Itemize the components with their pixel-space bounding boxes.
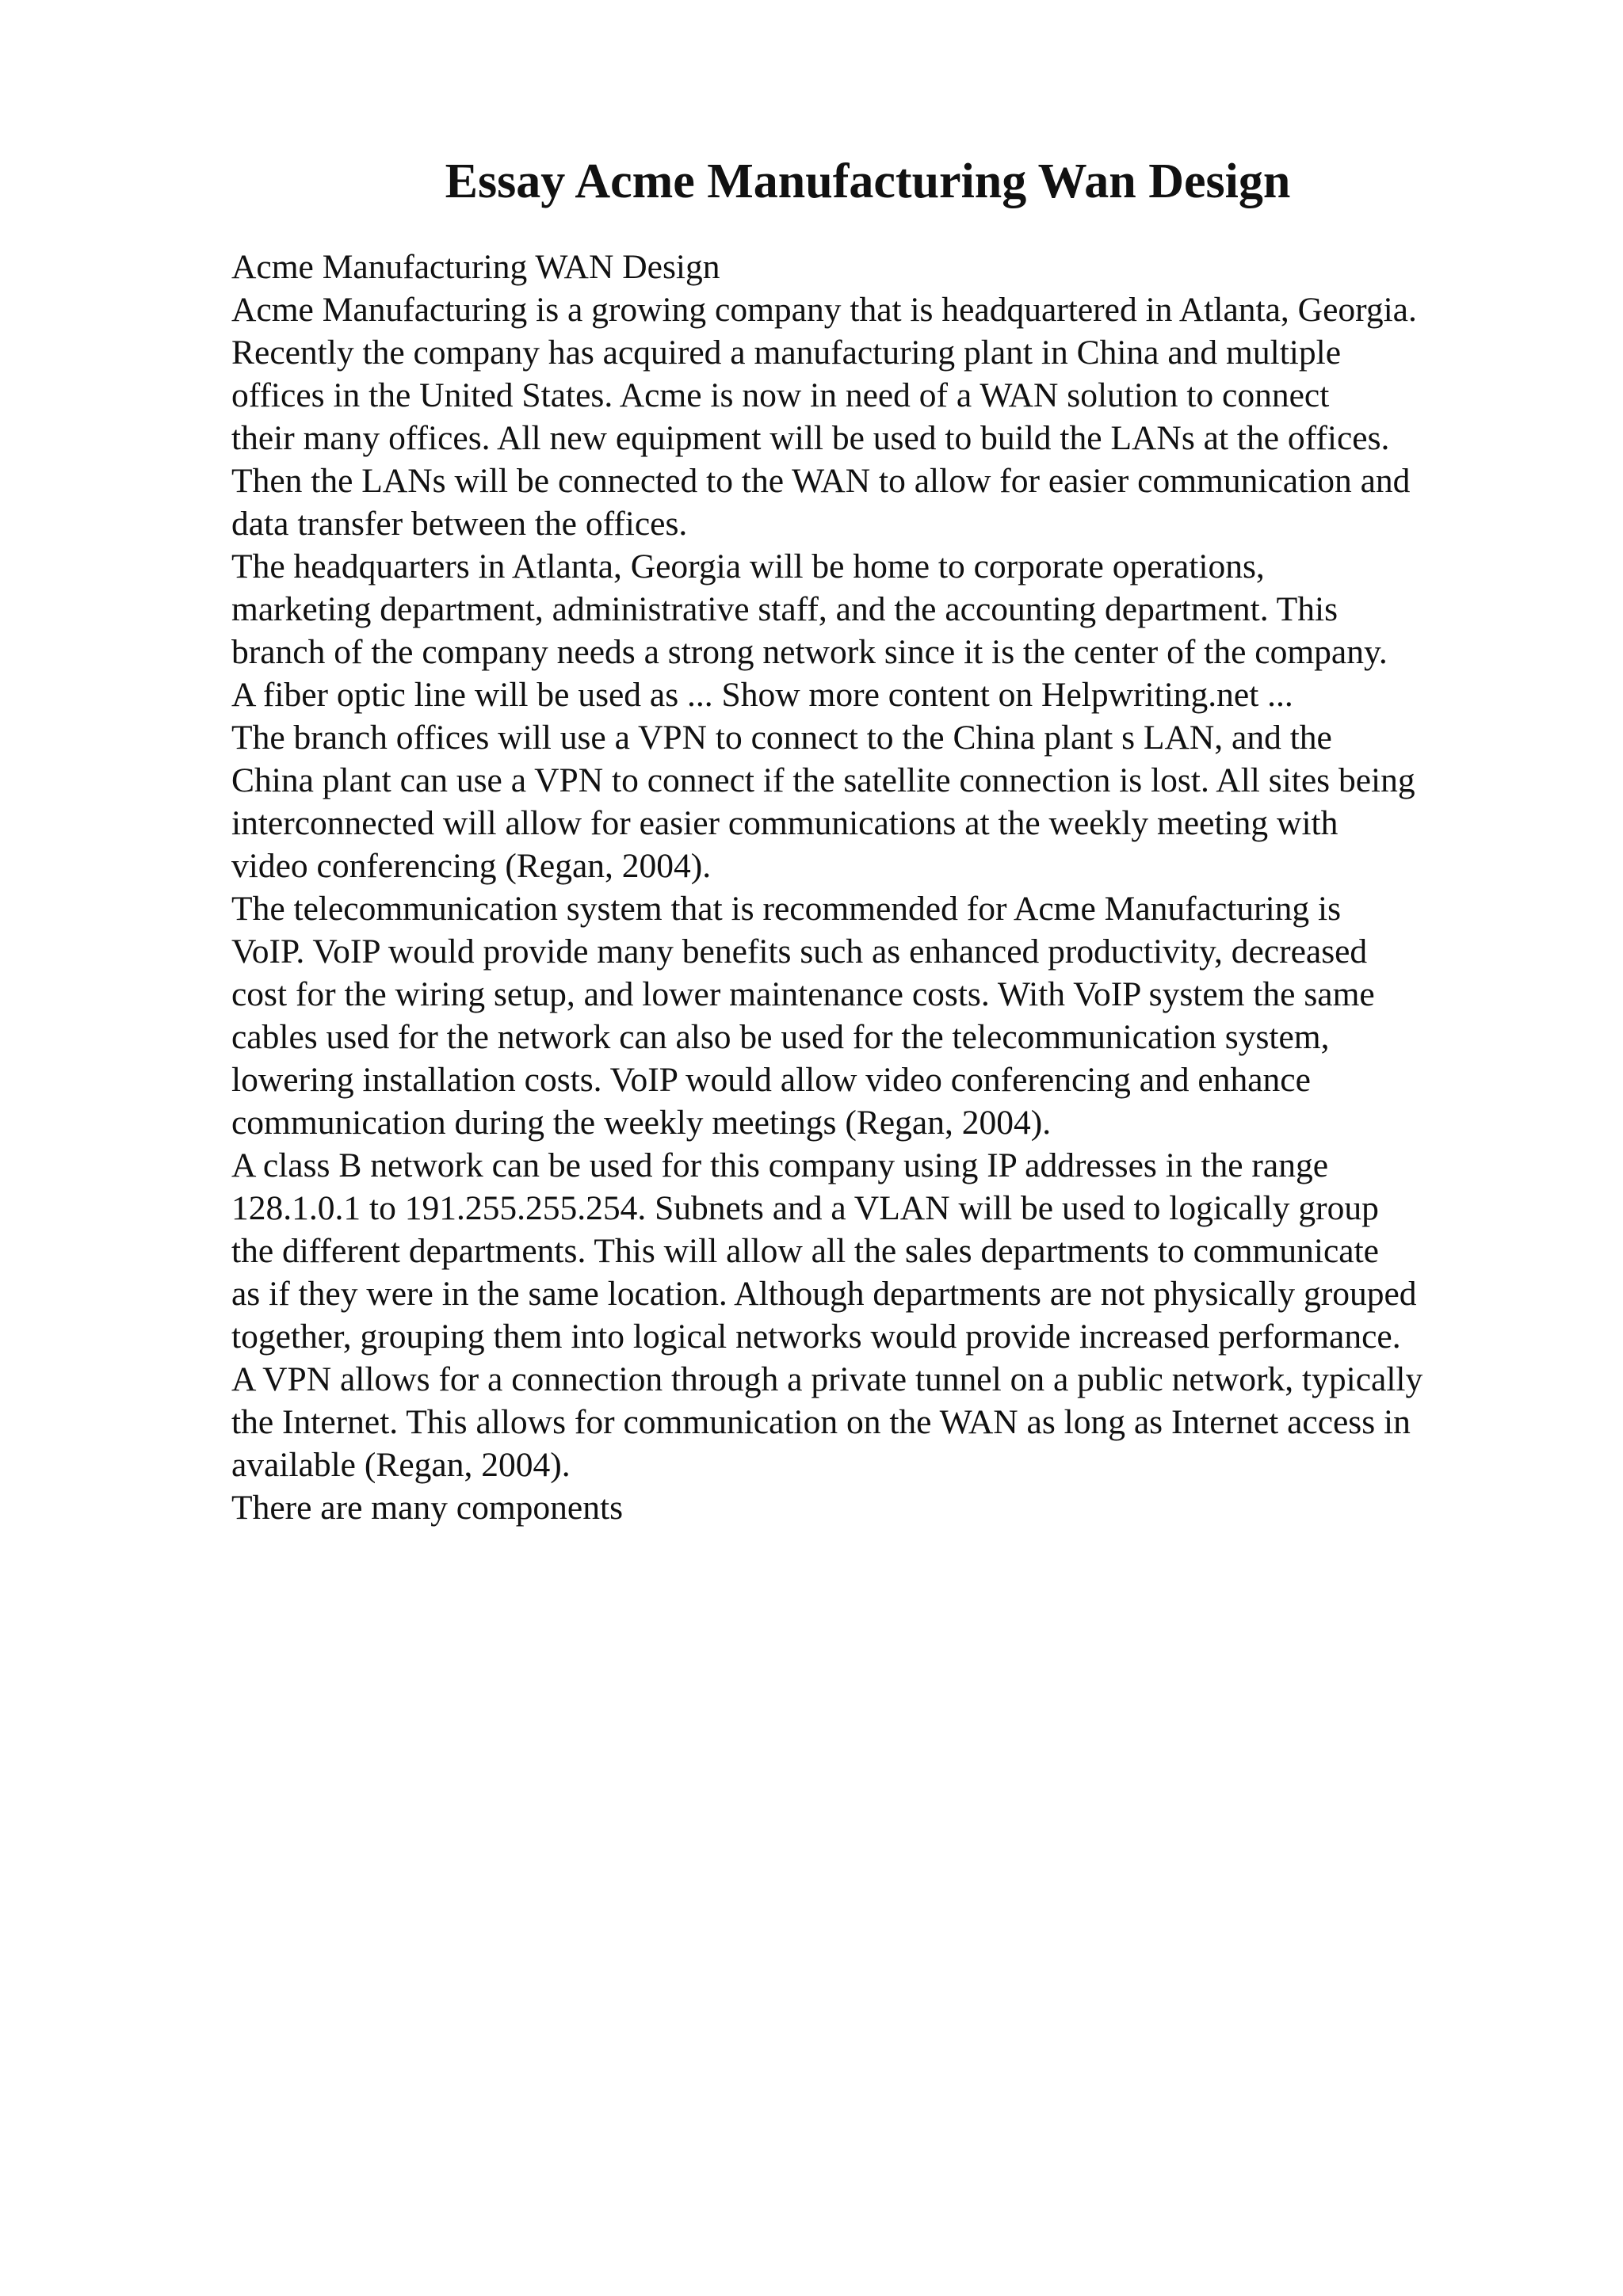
text-line: available (Regan, 2004). [231, 1446, 571, 1484]
text-line: The branch offices will use a VPN to connect to the China plant s LAN, and the [231, 719, 1332, 757]
text-line: the different departments. This will allow all the sales departments to communicate [231, 1232, 1379, 1270]
text-line: China plant can use a VPN to connect if the satellite connection is lost. All sites being [231, 761, 1415, 799]
text-line: together, grouping them into logical networks would provide increased performance. [231, 1318, 1401, 1356]
text-line: Then the LANs will be connected to the WAN to allow for easier communication and [231, 462, 1411, 500]
text-line: VoIP. VoIP would provide many benefits such as enhanced productivity, decreased [231, 933, 1368, 971]
text-line: as if they were in the same location. Although departments are not physically grouped [231, 1275, 1417, 1313]
text-line: Acme Manufacturing WAN Design [231, 248, 720, 286]
text-line: Recently the company has acquired a manufacturing plant in China and multiple [231, 334, 1342, 372]
text-line: data transfer between the offices. [231, 505, 688, 543]
text-line: There are many components [231, 1489, 624, 1527]
text-line: cost for the wiring setup, and lower maintenance costs. With VoIP system the same [231, 975, 1375, 1013]
text-line: The headquarters in Atlanta, Georgia will be home to corporate operations, [231, 547, 1265, 585]
text-line: cables used for the network can also be used for the telecommunication system, [231, 1018, 1330, 1056]
document-title: Essay Acme Manufacturing Wan Design [445, 154, 1291, 208]
text-line: interconnected will allow for easier communications at the weekly meeting with [231, 804, 1338, 842]
document-body [231, 246, 1594, 1529]
text-line: marketing department, administrative staff, and the accounting department. This [231, 590, 1338, 628]
text-line: Acme Manufacturing is a growing company that is headquartered in Atlanta, Georgia. [231, 291, 1417, 329]
text-line: The telecommunication system that is recommended for Acme Manufacturing is [231, 890, 1342, 928]
text-line: the Internet. This allows for communication on the WAN as long as Internet access in [231, 1403, 1411, 1441]
text-line: A VPN allows for a connection through a private tunnel on a public network, typically [231, 1360, 1423, 1398]
text-line: video conferencing (Regan, 2004). [231, 847, 712, 885]
text-line: offices in the United States. Acme is now in need of a WAN solution to connect [231, 376, 1330, 414]
text-line: communication during the weekly meetings (Regan, 2004). [231, 1104, 1052, 1142]
text-line: their many offices. All new equipment will be used to build the LANs at the offices. [231, 419, 1390, 457]
text-line: lowering installation costs. VoIP would allow video conferencing and enhance [231, 1061, 1311, 1099]
text-line: A class B network can be used for this company using IP addresses in the range [231, 1146, 1329, 1184]
text-line: A fiber optic line will be used as ... Show more content on Helpwriting.net ... [231, 676, 1293, 714]
text-line: 128.1.0.1 to 191.255.255.254. Subnets and a VLAN will be used to logically group [231, 1189, 1379, 1227]
text-line: branch of the company needs a strong network since it is the center of the company. [231, 633, 1388, 671]
